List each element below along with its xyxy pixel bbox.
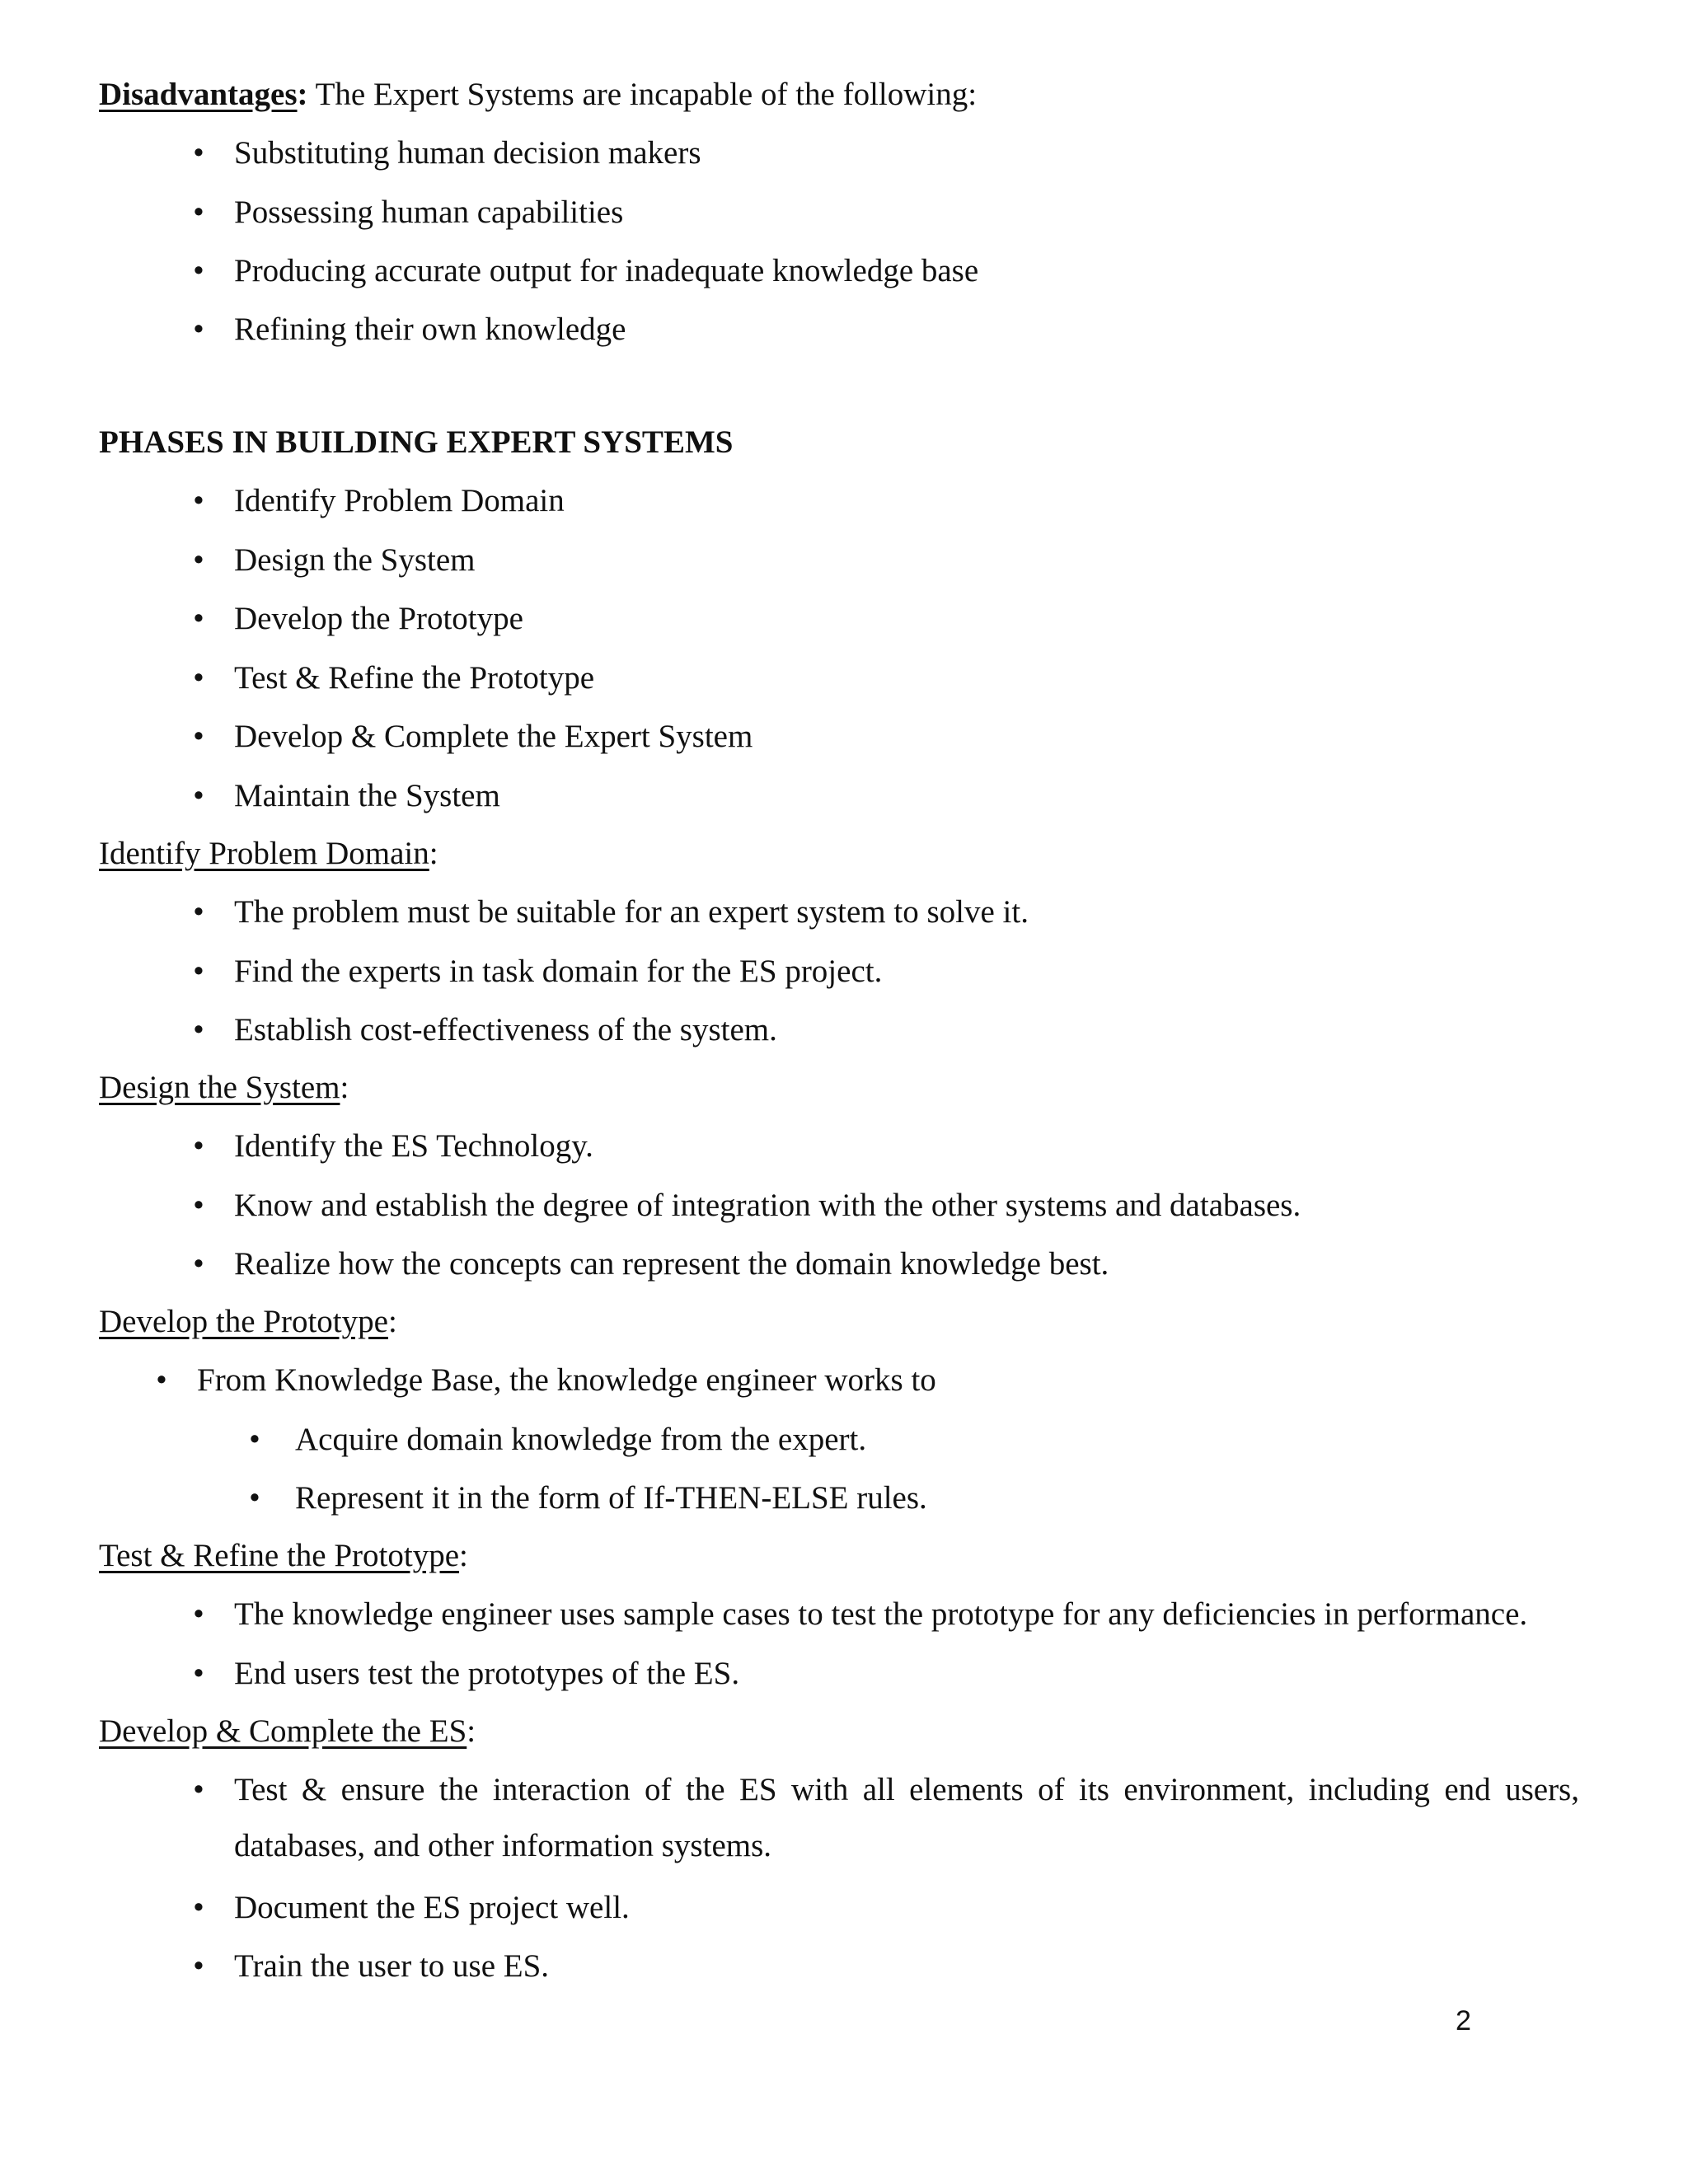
bullet-icon: • (193, 1948, 204, 1984)
bullet-icon: • (193, 1890, 204, 1925)
sub-list-item: Acquire domain knowledge from the expert. (295, 1422, 867, 1457)
bullet-icon: • (193, 954, 204, 989)
bullet-icon: • (156, 1362, 167, 1398)
disadvantages-colon: : (297, 77, 308, 112)
bullet-icon: • (193, 542, 204, 578)
disadvantages-paragraph (99, 73, 977, 116)
test-section-heading: Test & Refine the Prototype: (99, 1538, 468, 1573)
bullet-icon: • (193, 719, 204, 754)
list-item: Know and establish the degree of integration with the other systems and databases. (234, 1188, 1301, 1223)
bullet-icon: • (193, 194, 204, 230)
list-item: Identify Problem Domain (234, 483, 565, 518)
list-item: Develop & Complete the Expert System (234, 719, 753, 754)
bullet-icon: • (193, 660, 204, 696)
list-item: Realize how the concepts can represent the domain knowledge best. (234, 1246, 1109, 1282)
bullet-icon: • (249, 1422, 260, 1457)
list-item: Establish cost-effectiveness of the system. (234, 1012, 777, 1047)
list-item: Producing accurate output for inadequate knowledge base (234, 253, 979, 288)
list-item: Maintain the System (234, 778, 500, 813)
bullet-icon: • (193, 1128, 204, 1164)
disadvantages-label: Disadvantages (99, 77, 298, 112)
bullet-icon: • (193, 1188, 204, 1223)
bullet-icon: • (193, 312, 204, 347)
design-section-heading: Design the System: (99, 1070, 349, 1105)
list-item: Develop the Prototype (234, 601, 523, 636)
bullet-icon: • (249, 1480, 260, 1516)
bullet-icon: • (193, 778, 204, 813)
list-item: Possessing human capabilities (234, 194, 624, 230)
bullet-icon: • (193, 135, 204, 171)
list-item-continuation: databases, and other information systems. (234, 1828, 772, 1863)
bullet-icon: • (193, 1772, 204, 1807)
list-item: Find the experts in task domain for the ES project. (234, 954, 883, 989)
sub-list-item: Represent it in the form of If-THEN-ELSE rules. (295, 1480, 927, 1516)
list-item: Test & ensure the interaction of the ES with all elements of its environment, including end users, (234, 1772, 1579, 1807)
list-item: Train the user to use ES. (234, 1948, 550, 1984)
list-item: Design the System (234, 542, 476, 578)
bullet-icon: • (193, 894, 204, 930)
list-item: The knowledge engineer uses sample cases to test the prototype for any deficiencies in performance. (234, 1596, 1528, 1632)
list-item: Substituting human decision makers (234, 135, 701, 171)
bullet-icon: • (193, 483, 204, 518)
bullet-icon: • (193, 1596, 204, 1632)
list-item: Identify the ES Technology. (234, 1128, 593, 1164)
list-item: End users test the prototypes of the ES. (234, 1656, 740, 1691)
bullet-icon: • (193, 1656, 204, 1691)
identify-section-heading: Identify Problem Domain: (99, 836, 438, 871)
list-item: Refining their own knowledge (234, 312, 626, 347)
list-item: Document the ES project well. (234, 1890, 630, 1925)
bullet-icon: • (193, 1246, 204, 1282)
bullet-icon: • (193, 253, 204, 288)
list-item: Test & Refine the Prototype (234, 660, 595, 696)
page-number: 2 (1456, 2005, 1471, 2036)
prototype-section-heading: Develop the Prototype: (99, 1304, 397, 1339)
list-item: The problem must be suitable for an expert system to solve it. (234, 894, 1029, 930)
phases-title: PHASES IN BUILDING EXPERT SYSTEMS (99, 424, 734, 460)
bullet-icon: • (193, 1012, 204, 1047)
bullet-icon: • (193, 601, 204, 636)
complete-section-heading: Develop & Complete the ES: (99, 1713, 476, 1749)
disadvantages-intro: The Expert Systems are incapable of the following: (307, 77, 978, 112)
list-item: From Knowledge Base, the knowledge engineer works to (197, 1362, 936, 1398)
